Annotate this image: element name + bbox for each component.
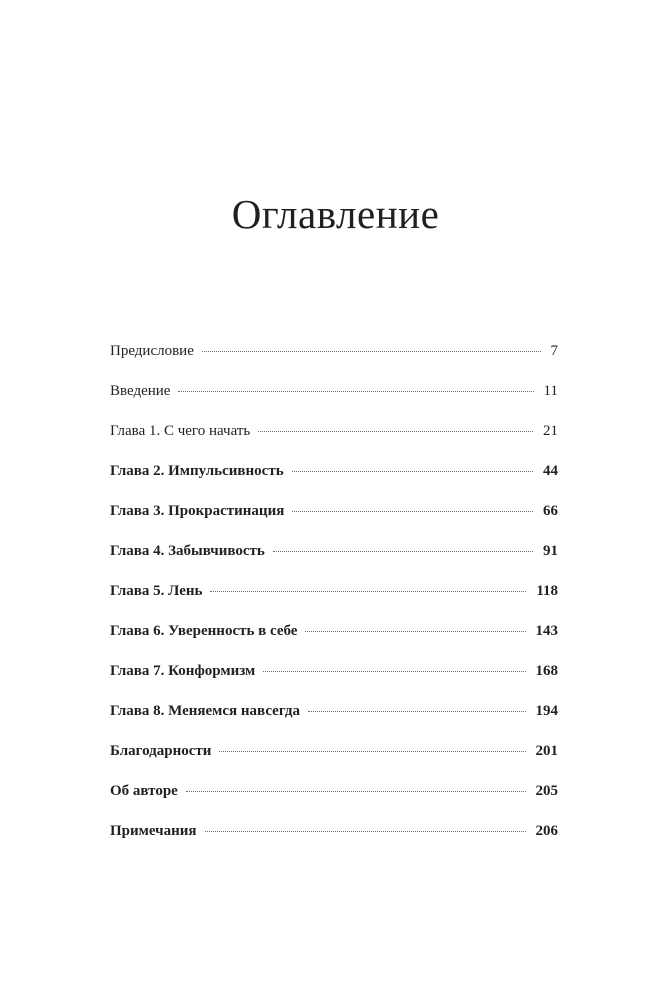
toc-entry-label: Глава 3. Прокрастинация <box>110 503 285 519</box>
toc-entry[interactable] <box>110 461 558 501</box>
toc-entry-page: 91 <box>543 543 558 559</box>
toc-entry-page: 21 <box>543 423 558 439</box>
dot-leader <box>292 511 533 512</box>
toc-entry-page: 194 <box>535 703 558 719</box>
toc-entry[interactable] <box>110 581 558 621</box>
dot-leader <box>202 351 541 352</box>
toc-entry[interactable] <box>110 701 558 741</box>
toc-entry-page: 7 <box>550 343 558 359</box>
toc-entry-label: Глава 1. С чего начать <box>110 423 251 439</box>
toc-entry-label: Глава 7. Конформизм <box>110 663 256 679</box>
dot-leader <box>210 591 526 592</box>
toc-entry-page: 143 <box>535 623 558 639</box>
toc-entry[interactable] <box>110 501 558 541</box>
dot-leader <box>263 671 525 672</box>
toc-entry[interactable] <box>110 341 558 381</box>
toc-entry[interactable] <box>110 781 558 821</box>
toc-entry[interactable] <box>110 421 558 461</box>
dot-leader <box>305 631 525 632</box>
toc-entry-page: 206 <box>535 823 558 839</box>
toc-entry-page: 205 <box>535 783 558 799</box>
toc-entry-page: 11 <box>543 383 558 399</box>
toc-entry[interactable] <box>110 541 558 581</box>
toc-entry[interactable] <box>110 821 558 861</box>
toc-entry-label: Введение <box>110 383 171 399</box>
toc-entry-label: Глава 6. Уверенность в себе <box>110 623 298 639</box>
toc-entry-label: Об авторе <box>110 783 178 799</box>
toc-entry-page: 201 <box>535 743 558 759</box>
page-title: Оглавление <box>231 191 440 237</box>
toc-entry[interactable] <box>110 621 558 661</box>
toc-entry-label: Глава 2. Импульсивность <box>110 463 284 479</box>
dot-leader <box>205 831 526 832</box>
toc-entry-label: Глава 4. Забывчивость <box>110 543 265 559</box>
dot-leader <box>186 791 526 792</box>
toc-entry-label: Глава 5. Лень <box>110 583 203 599</box>
toc-entry-page: 66 <box>543 503 558 519</box>
dot-leader <box>219 751 525 752</box>
toc-entry-page: 118 <box>536 583 558 599</box>
dot-leader <box>258 431 533 432</box>
toc-entry-label: Примечания <box>110 823 197 839</box>
table-of-contents <box>110 341 558 861</box>
toc-entry[interactable] <box>110 741 558 781</box>
toc-entry[interactable] <box>110 661 558 701</box>
toc-entry-page: 168 <box>535 663 558 679</box>
toc-entry-label: Глава 8. Меняемся навсегда <box>110 703 300 719</box>
dot-leader <box>178 391 533 392</box>
toc-entry[interactable] <box>110 381 558 421</box>
dot-leader <box>308 711 526 712</box>
toc-entry-page: 44 <box>543 463 558 479</box>
toc-entry-label: Предисловие <box>110 343 194 359</box>
dot-leader <box>292 471 533 472</box>
dot-leader <box>273 551 533 552</box>
toc-entry-label: Благодарности <box>110 743 212 759</box>
